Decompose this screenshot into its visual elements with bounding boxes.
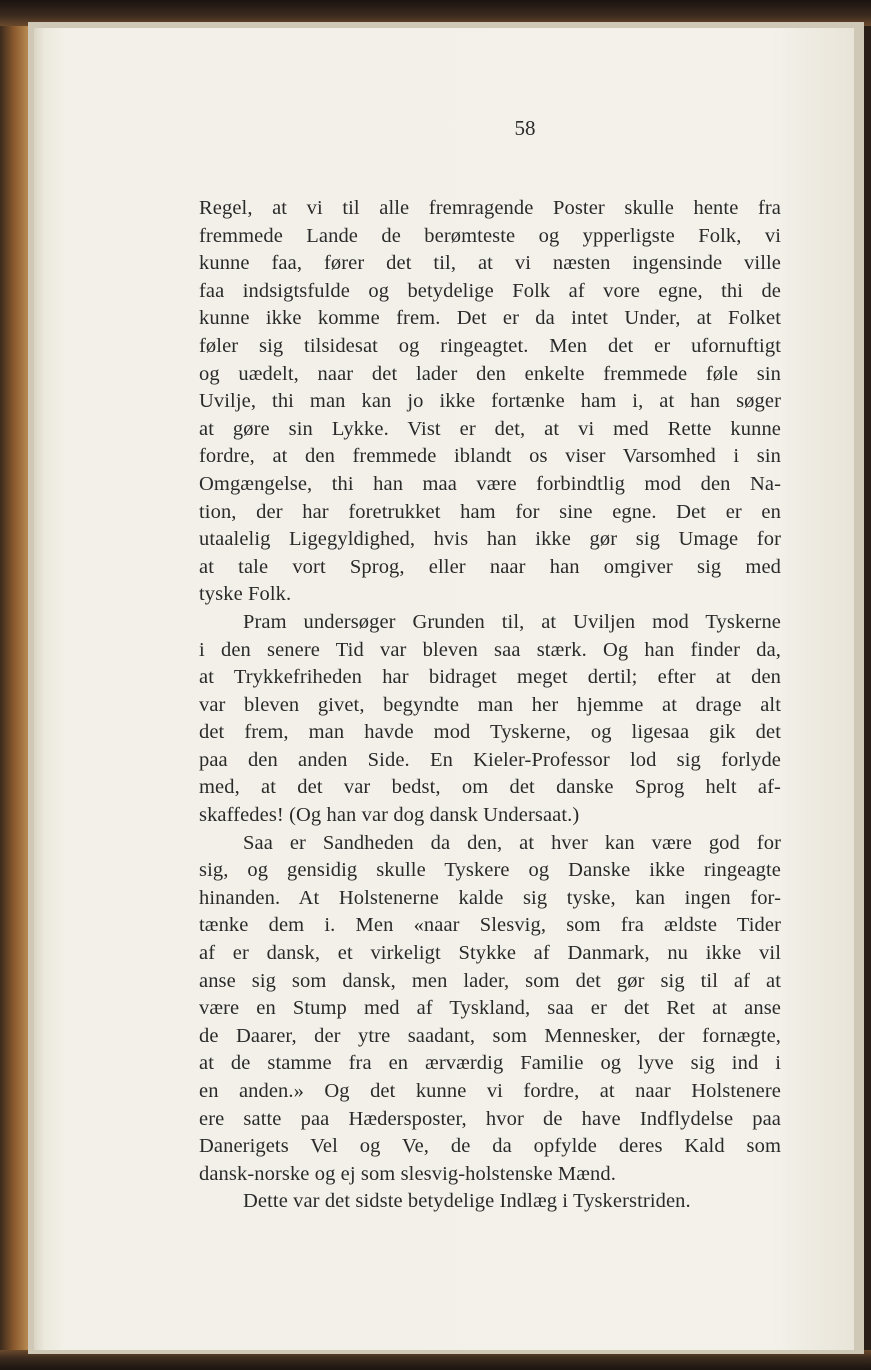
text-line: at gøre sin Lykke. Vist er det, at vi med Rette kunne — [199, 417, 781, 440]
text-line: Regel, at vi til alle fremragende Poster skulle hente fra — [199, 197, 781, 219]
text-line: utaalelig Ligegyldighed, hvis han ikke gør sig Umage for — [199, 528, 781, 551]
text-line: tænke dem i. Men «naar Slesvig, som fra ældste Tider — [199, 914, 781, 937]
text-line: det frem, man havde mod Tyskerne, og ligesaa gik det — [199, 721, 781, 744]
text-line: dansk-norske og ej som slesvig-holstenske Mænd. — [199, 1162, 616, 1185]
text-line: Omgængelse, thi han maa være forbindtlig mod den Na- — [199, 472, 781, 495]
text-line: fremmede Lande de berømteste og ypperligste Folk, vi — [199, 224, 781, 247]
text-line: Danerigets Vel og Ve, de da opfylde deres Kald som — [199, 1135, 781, 1158]
text-line: tyske Folk. — [199, 583, 292, 606]
text-line: Saa er Sandheden da den, at hver kan være god for — [243, 831, 781, 854]
text-line: sig, og gensidig skulle Tyskere og Danske ikke ringeagte — [199, 859, 781, 882]
text-line: var bleven givet, begyndte man her hjemme at drage alt — [199, 693, 781, 716]
text-line: Pram undersøger Grunden til, at Uviljen mod Tyskerne — [243, 610, 781, 633]
text-line: ere satte paa Hædersposter, hvor de have Indflydelse paa — [199, 1107, 781, 1130]
text-line: at de stamme fra en ærværdig Familie og lyve sig ind i — [199, 1052, 781, 1075]
text-line: Uvilje, thi man kan jo ikke fortænke ham i, at han søger — [199, 390, 781, 413]
text-line: føler sig tilsidesat og ringeagtet. Men det er ufornuftigt — [199, 334, 781, 357]
text-line: de Daarer, der ytre saadant, som Mennesker, der fornægte, — [199, 1024, 781, 1047]
text-line: tion, der har foretrukket ham for sine egne. Det er en — [199, 500, 781, 523]
text-line: en anden.» Og det kunne vi fordre, at naar Holstenere — [199, 1080, 781, 1102]
text-line: af er dansk, et virkeligt Stykke af Danmark, nu ikke vil — [199, 942, 781, 965]
text-line: fordre, at den fremmede iblandt os viser Varsomhed i sin — [199, 445, 781, 468]
text-line: og uædelt, naar det lader den enkelte fremmede føle sin — [199, 362, 781, 385]
text-line: Dette var det sidste betydelige Indlæg i Tyskerstriden. — [243, 1190, 691, 1213]
text-line: anse sig som dansk, men lader, som det gør sig til af at — [199, 969, 781, 992]
text-line: paa den anden Side. En Kieler-Professor lod sig forlyde — [199, 748, 781, 771]
page-number: 58 — [514, 116, 536, 140]
text-line: være en Stump med af Tyskland, saa er det Ret at anse — [199, 997, 781, 1020]
book-page — [34, 28, 854, 1350]
text-line: at Trykkefriheden har bidraget meget dertil; efter at den — [199, 666, 781, 689]
text-line: med, at det var bedst, om det danske Sprog helt af- — [199, 776, 781, 799]
text-line: i den senere Tid var bleven saa stærk. Og han finder da, — [199, 638, 781, 661]
text-line: kunne faa, fører det til, at vi næsten ingensinde ville — [199, 252, 781, 275]
text-line: kunne ikke komme frem. Det er da intet Under, at Folket — [199, 307, 781, 330]
text-line: at tale vort Sprog, eller naar han omgiver sig med — [199, 555, 781, 578]
text-line: skaffedes! (Og han var dog dansk Undersaat.) — [199, 804, 580, 827]
text-line: hinanden. At Holstenerne kalde sig tyske, kan ingen for- — [199, 886, 781, 909]
text-line: faa indsigtsfulde og betydelige Folk af vore egne, thi de — [199, 279, 781, 302]
body-text — [199, 195, 781, 1216]
